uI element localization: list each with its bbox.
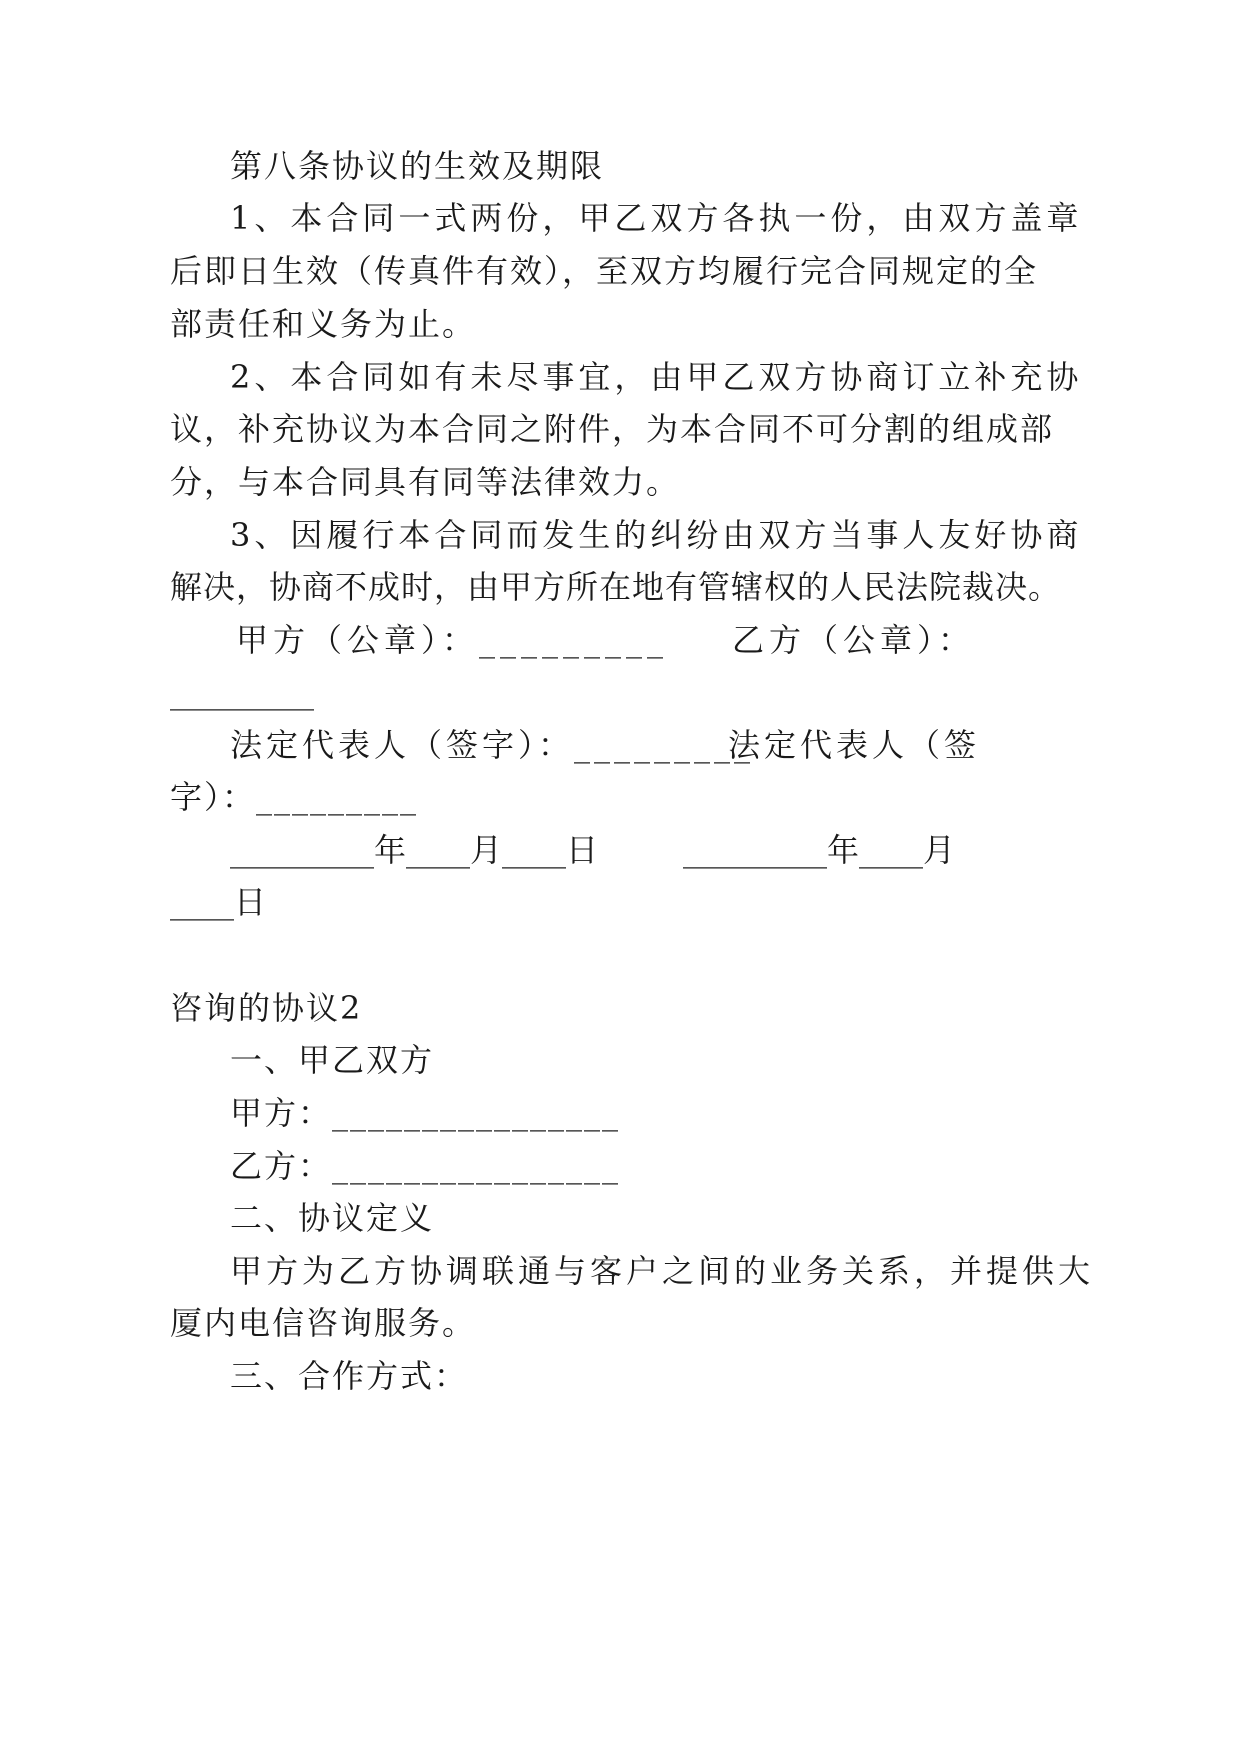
- party-b-seal-blank: _________: [170, 673, 314, 711]
- party-a-seal: 甲方（公章）：_________: [236, 621, 669, 659]
- article-8-item-3-line-1: 3、因履行本合同而发生的纠纷由双方当事人友好协商: [230, 516, 1083, 554]
- agreement-2-title: 咨询的协议2: [170, 989, 363, 1027]
- party-b-representative-line-2: 字）：_________: [170, 778, 419, 816]
- article-8-item-1-line-1: 1、本合同一式两份，甲乙双方各执一份，由双方盖章: [230, 199, 1083, 237]
- party-b-seal: 乙方（公章）：: [732, 621, 976, 659]
- section-2-line-1: 甲方为乙方协调联通与客户之间的业务关系，并提供大: [230, 1252, 1095, 1290]
- section-2-line-2: 厦内电信咨询服务。: [170, 1304, 477, 1342]
- party-b-representative-line-1: 法定代表人（签: [728, 726, 981, 764]
- party-b-name-field: 乙方：________________: [230, 1147, 621, 1185]
- article-8-item-2-line-2: 议，补充协议为本合同之附件，为本合同不可分割的组成部: [170, 410, 1055, 448]
- party-b-date: _________年____月: [683, 831, 956, 869]
- article-8-item-1-line-3: 部责任和义务为止。: [170, 305, 477, 343]
- section-1-heading: 一、甲乙双方: [230, 1041, 435, 1079]
- party-b-date-day: ____日: [170, 883, 267, 921]
- section-3-heading: 三、合作方式：: [230, 1357, 469, 1395]
- article-8-item-1-line-2: 后即日生效（传真件有效），至双方均履行完合同规定的全: [170, 252, 1039, 290]
- section-2-heading: 二、协议定义: [230, 1199, 435, 1237]
- article-8-item-3-line-2: 解决，协商不成时，由甲方所在地有管辖权的人民法院裁决。: [170, 568, 1062, 606]
- article-8-title: 第八条协议的生效及期限: [230, 147, 605, 185]
- article-8-item-2-line-3: 分，与本合同具有同等法律效力。: [170, 463, 681, 501]
- party-a-date: _________年____月____日: [230, 831, 599, 869]
- party-a-name-field: 甲方：________________: [230, 1094, 621, 1132]
- article-8-item-2-line-1: 2、本合同如有未尽事宜，由甲乙双方协商订立补充协: [230, 358, 1083, 396]
- party-a-representative: 法定代表人（签字）：_________: [230, 726, 755, 764]
